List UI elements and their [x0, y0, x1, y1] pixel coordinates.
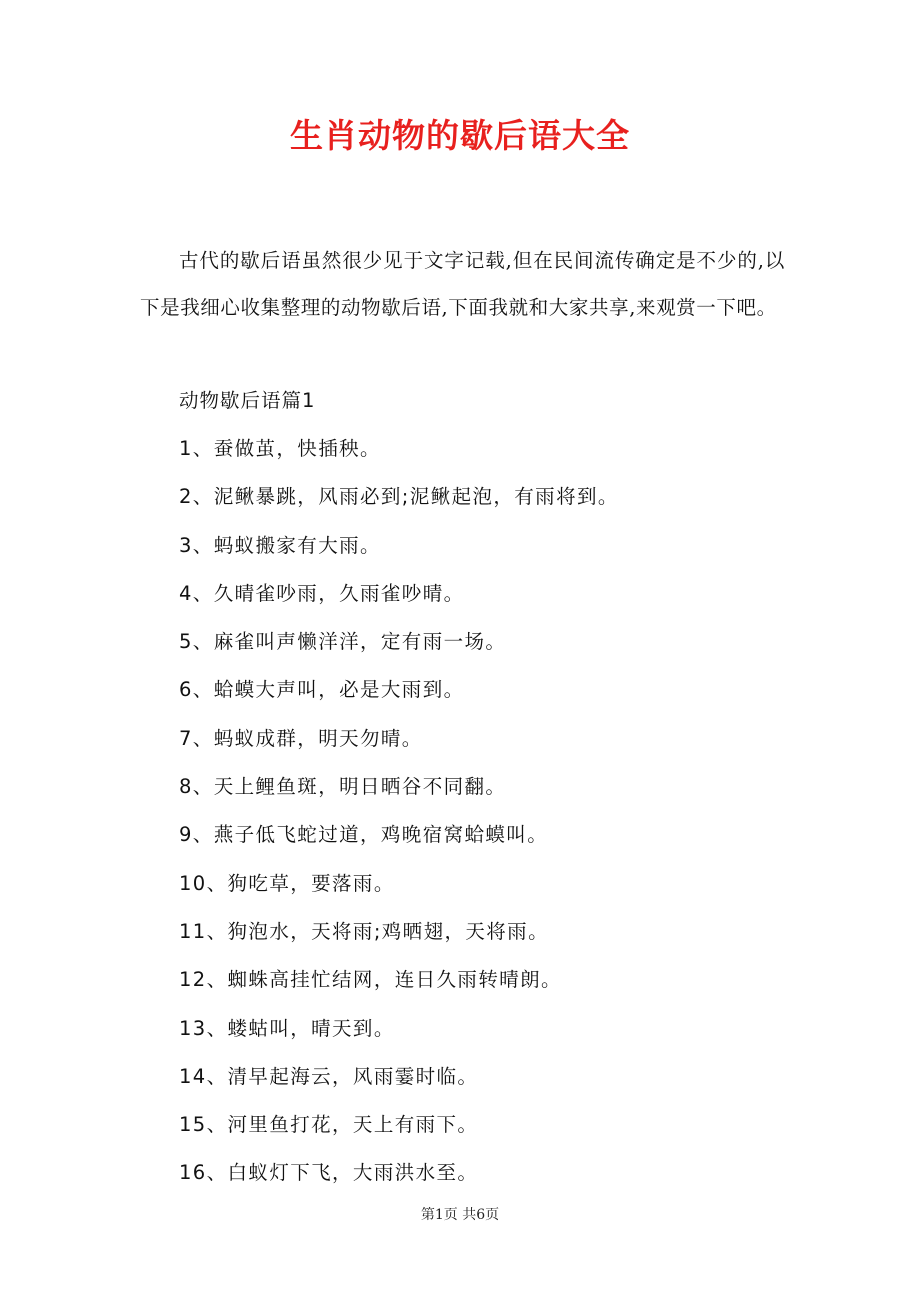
- list-item: 7、蚂蚁成群，明天勿晴。: [179, 726, 423, 750]
- page-footer: 第1页 共6页: [420, 1207, 500, 1223]
- list-item: 1、蚕做茧，快插秧。: [179, 437, 381, 460]
- intro-paragraph: 古代的歇后语虽然很少见于文字记载,但在民间流传确定是不少的,以下是我细心收集整理的动物歇后语,下面我就和大家共享,来观赏一下吧。: [140, 249, 785, 319]
- list-item: 2、泥鳅暴跳，风雨必到;泥鳅起泡，有雨将到。: [179, 485, 619, 509]
- saying-list: [179, 429, 799, 1202]
- list-item: 12、蜘蛛高挂忙结网，连日久雨转晴朗。: [179, 968, 562, 992]
- list-item: 16、白蚁灯下飞，大雨洪水至。: [179, 1161, 479, 1185]
- list-item: 11、狗泡水，天将雨;鸡晒翅，天将雨。: [179, 919, 549, 943]
- list-item: 3、蚂蚁搬家有大雨。: [179, 533, 381, 557]
- document-title: 生肖动物的歇后语大全: [290, 116, 630, 155]
- list-item: 4、久晴雀吵雨，久雨雀吵晴。: [179, 581, 465, 605]
- list-item: 6、蛤蟆大声叫，必是大雨到。: [179, 678, 465, 702]
- list-item: 8、天上鲤鱼斑，明日晒谷不同翻。: [179, 775, 507, 799]
- list-item: 13、蝼蛄叫，晴天到。: [179, 1016, 395, 1040]
- list-item: 9、燕子低飞蛇过道，鸡晚宿窝蛤蟆叫。: [179, 823, 549, 847]
- list-item: 15、河里鱼打花，天上有雨下。: [179, 1113, 479, 1137]
- list-item: 5、麻雀叫声懒洋洋，定有雨一场。: [179, 630, 507, 654]
- list-item: 14、清早起海云，风雨霎时临。: [179, 1064, 479, 1088]
- list-item: 10、狗吃草，要落雨。: [179, 871, 395, 895]
- section-heading: 动物歇后语篇1: [179, 389, 316, 412]
